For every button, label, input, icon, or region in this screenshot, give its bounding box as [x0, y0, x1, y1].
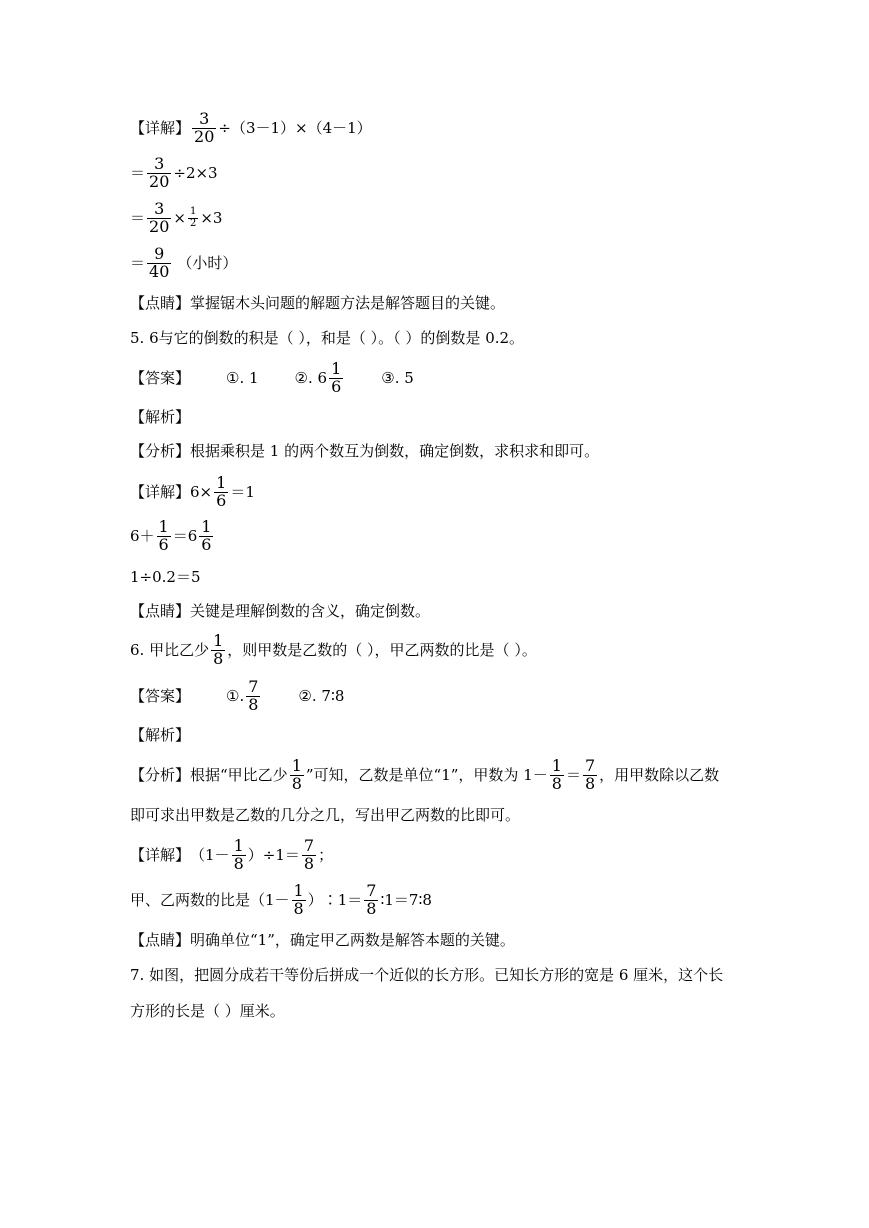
fraction: $\frac{9}{40}$	[149, 243, 170, 281]
fraction: $\frac{1}{8}$	[233, 835, 244, 873]
q5-tip: 【点睛】 关键是理解倒数的含义，确定倒数。	[130, 601, 431, 620]
q5-detail-line1: 【详解】 6× $\frac{1}{6}$ ＝1	[130, 472, 255, 510]
q7-line1: 7. 如图，把圆分成若干等份后拼成一个近似的长方形。已知长方形的宽是 6 厘米，这个长	[130, 965, 724, 984]
fraction: $\frac{1}{8}$	[293, 880, 304, 918]
fraction: $\frac{1}{6}$	[201, 516, 212, 554]
p4-detail-line1: 【详解】 $\frac{3}{20}$ ÷（3－1）×（4－1）	[130, 108, 372, 146]
fraction: $\frac{7}{8}$	[303, 835, 315, 873]
p4-tip: 【点睛】 掌握锯木头问题的解题方法是解答题目的关键。	[130, 293, 506, 312]
q6-answer: 【答案】 ①. $\frac{7}{8}$ ②. 7∶8	[130, 676, 345, 714]
q6-detail-line1: 【详解】 （1－ $\frac{1}{8}$ ）÷1＝ $\frac{7}{8}$ ；	[130, 835, 334, 873]
fraction: $\frac{7}{8}$	[584, 755, 596, 793]
q6-question: 6. 甲比乙少 $\frac{1}{8}$ ，则甲数是乙数的（ ），甲乙两数的比是（ ）。	[130, 630, 537, 668]
q5-question: 5. 6与它的倒数的积是（ ），和是（ ）。（ ）的倒数是 0.2。	[130, 328, 525, 347]
p4-detail-line2: ＝ $\frac{3}{20}$ ÷2×3	[130, 153, 218, 191]
fraction: $\frac{7}{8}$	[366, 880, 377, 918]
p4-detail-line3: ＝ $\frac{3}{20}$ × $\frac{1}{2}$ ×3	[130, 198, 223, 236]
q6-fenxi-line2: 即可求出甲数是乙数的几分之几，写出甲乙两数的比即可。	[130, 805, 521, 824]
fraction: $\frac{1}{8}$	[213, 630, 224, 668]
fraction-small: $\frac{1}{2}$	[189, 206, 197, 229]
fraction: $\frac{1}{6}$	[216, 472, 227, 510]
p4-detail-line4: ＝ $\frac{9}{40}$ （小时）	[130, 243, 238, 281]
q5-fenxi: 【分析】 根据乘积是 1 的两个数互为倒数，确定倒数，求积求和即可。	[130, 441, 600, 460]
q5-detail-line3: 1÷0.2＝5	[130, 567, 201, 586]
q6-fenxi-line1: 【分析】 根据“甲比乙少 $\frac{1}{8}$ ”可知，乙数是单位“1”，甲数为 1－ $\frac{1}{8}$ ＝ $\frac{7}{8}$ ，用甲数除以乙数	[130, 755, 720, 793]
detail-label: 【详解】	[130, 118, 191, 137]
tip-label: 【点睛】	[130, 293, 191, 312]
q7-line2: 方形的长是（ ）厘米。	[130, 1001, 285, 1020]
q5-analysis-label: 【解析】	[130, 407, 191, 426]
fraction: $\frac{1}{8}$	[551, 755, 562, 793]
q6-tip: 【点睛】 明确单位“1”，确定甲乙两数是解答本题的关键。	[130, 930, 515, 949]
q5-answer: 【答案】 ①. 1 ②. 6 $\frac{1}{6}$ ③. 5	[130, 358, 414, 396]
q6-analysis-label: 【解析】	[130, 725, 191, 744]
fraction: $\frac{3}{20}$	[149, 198, 170, 236]
q6-detail-line2: 甲、乙两数的比是（1－ $\frac{1}{8}$ ）∶1＝ $\frac{7}{8}$ ∶1＝7∶8	[130, 880, 432, 918]
fraction: $\frac{1}{6}$	[158, 516, 169, 554]
fraction: $\frac{3}{20}$	[194, 108, 215, 146]
answer-label: 【答案】	[130, 368, 191, 387]
fraction: $\frac{7}{8}$	[248, 676, 259, 714]
q5-detail-line2: 6＋ $\frac{1}{6}$ ＝6 $\frac{1}{6}$	[130, 516, 212, 554]
fraction: $\frac{1}{6}$	[331, 358, 342, 396]
fraction: $\frac{1}{8}$	[291, 755, 302, 793]
fraction: $\frac{3}{20}$	[149, 153, 170, 191]
